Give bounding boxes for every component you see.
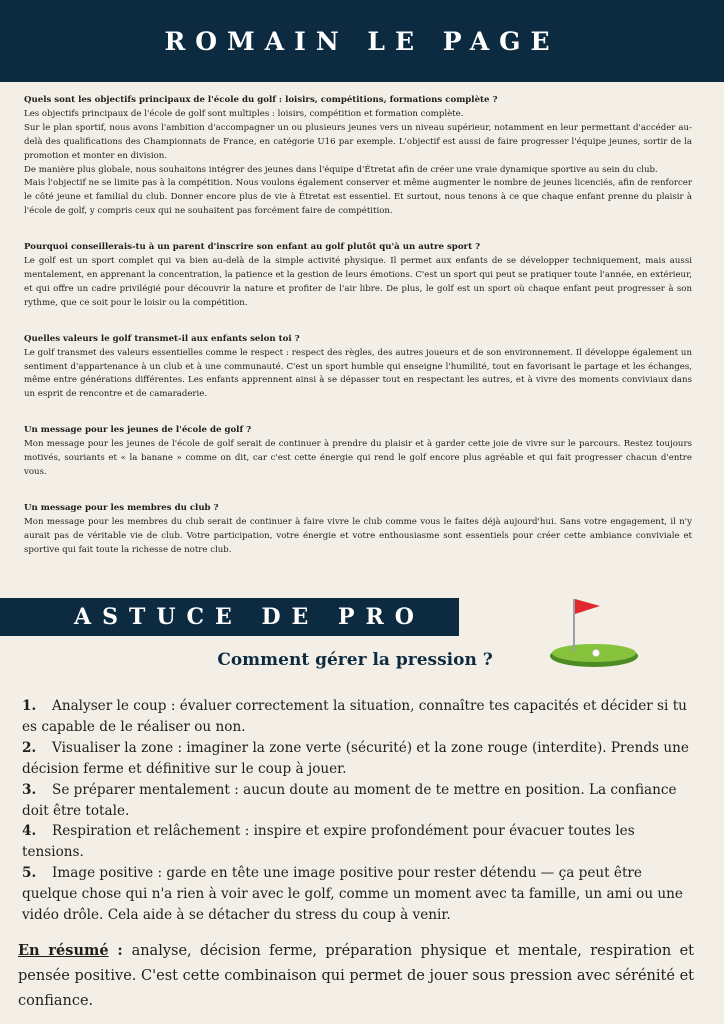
tip-item — [22, 780, 694, 822]
tip-number: 3. — [22, 781, 37, 798]
question: Un message pour les jeunes de l'école de golf ? — [24, 425, 252, 436]
header-banner — [0, 0, 724, 82]
tip-text: Visualiser la zone : imaginer la zone verte (sécurité) et la zone rouge (interdite). Prends une décision ferme et définitive sur le coup à jouer. — [22, 739, 689, 777]
astuce-title: ASTUCE DE PRO — [74, 604, 425, 630]
tip-text: Image positive : garde en tête une image positive pour rester détendu — ça peut être quelque chose qui n'a rien à voir avec le golf, comme un moment avec ta famille, un ami ou une vidéo drôle. Cela aide à se détacher du stress du coup à venir. — [22, 865, 683, 924]
tip-text: Respiration et relâchement : inspire et expire profondément pour évacuer toutes les tensions. — [22, 823, 635, 861]
tip-text: Analyser le coup : évaluer correctement la situation, connaître tes capacités et décider si tu es capable de le réaliser ou non. — [22, 698, 687, 735]
page-title: ROMAIN LE PAGE — [164, 26, 560, 56]
tip-number: 5. — [22, 865, 37, 882]
answer-paragraph: Les objectifs principaux de l'école de golf sont multiples : loisirs, compétition et formation complète. — [24, 108, 464, 119]
summary-colon: : — [108, 942, 132, 959]
tip-item — [22, 738, 694, 780]
answer-paragraph: De manière plus globale, nous souhaitons intégrer des jeunes dans l'équipe d'Étretat afin de créer une vraie dynamique sportive au sein du club. — [24, 164, 658, 175]
tip-item — [22, 696, 694, 738]
qa-block — [24, 502, 692, 558]
summary-text: analyse, décision ferme, préparation physique et mentale, respiration et pensée positive. C'est cette combinaison qui permet de jouer sous pression avec sérénité et confiance. — [18, 943, 694, 1009]
summary — [18, 938, 694, 1014]
qa-block — [24, 241, 692, 311]
astuce-subtitle: Comment gérer la pression ? — [217, 650, 493, 670]
answer-paragraph: Mon message pour les jeunes de l'école de golf serait de continuer à prendre du plaisir et à garder cette joie de vivre sur le parcours. Restez toujours motivés, souriants et « la banane » comme on dit, car c'est cette énergie qui rend le golf encore plus agréable et qui fait progresser chacun d'entre vous. — [24, 439, 692, 477]
question: Quels sont les objectifs principaux de l'école du golf : loisirs, compétitions, formations complète ? — [24, 95, 498, 105]
tip-item — [22, 863, 694, 926]
answer-paragraph: Le golf transmet des valeurs essentielles comme le respect : respect des règles, des autres joueurs et de son environnement. Il développe également un sentiment d'appartenance à un club et à une communauté. C'est un sport humble qui enseigne l'humilité, tout en favorisant le partage et les échanges, même entre générations différentes. Les enfants apprennent ainsi à se dépasser tout en respectant les autres, et à vivre des moments conviviaux dans un esprit de rencontre et de camaraderie. — [24, 347, 692, 400]
astuce-banner — [0, 598, 459, 636]
tip-number: 2. — [22, 739, 37, 756]
answer-paragraph: Sur le plan sportif, nous avons l'ambition d'accompagner un ou plusieurs jeunes vers un niveau supérieur, notamment en leur permettant d'accéder au-delà des qualifications des Championnats de France, en catégorie U16 par exemple. L'objectif est aussi de faire progresser l'équipe jeunes, sortir de la promotion et monter en division. — [24, 122, 692, 161]
tip-text: Se préparer mentalement : aucun doute au moment de te mettre en position. La confiance doit être totale. — [22, 781, 677, 819]
tip-number: 1. — [22, 698, 37, 714]
answer-paragraph: Le golf est un sport complet qui va bien au-delà de la simple activité physique. Il permet aux enfants de se développer techniquement, mais aussi mentalement, en apprenant la concentration, la patience et la gestion de leurs émotions. C'est un sport qui peut se pratiquer toute l'année, en extérieur, et qui offre un cadre privilégié pour découvrir la nature et profiter de l'air libre. De plus, le golf est un sport où chaque enfant peut progresser à son rythme, que ce soit pour le loisir ou la compétition. — [24, 256, 692, 308]
tip-item — [22, 821, 694, 863]
qa-block — [24, 424, 692, 480]
answer-paragraph: Mais l'objectif ne se limite pas à la compétition. Nous voulons également conserver et même augmenter le nombre de jeunes licenciés, afin de renforcer le côté jeune et familial du club. Donner encore plus de vie à Étretat est essentiel. Et surtout, nous tenons à ce que chaque enfant prenne du plaisir à l'école de golf, y compris ceux qui ne souhaitent pas forcément faire de compétition. — [24, 178, 692, 217]
question: Un message pour les membres du club ? — [24, 502, 219, 513]
tip-number: 4. — [22, 823, 37, 840]
qa-block — [24, 333, 692, 403]
qa-block — [24, 94, 692, 219]
interview-section — [24, 94, 692, 579]
summary-label: En résumé — [18, 942, 109, 959]
answer-paragraph: Mon message pour les membres du club serait de continuer à faire vivre le club comme vous le faites déjà aujourd'hui. Sans votre engagement, il n'y aurait pas de véritable vie de club. Votre participation, votre énergie et votre enthousiasme sont essentiels pour créer cette ambiance conviviale et sportive qui fait toute la richesse de notre club. — [24, 516, 692, 555]
question: Pourquoi conseillerais-tu à un parent d'inscrire son enfant au golf plutôt qu'à un autre sport ? — [24, 242, 481, 253]
question: Quelles valeurs le golf transmet-il aux enfants selon toi ? — [24, 333, 300, 344]
tips-list — [22, 696, 694, 926]
